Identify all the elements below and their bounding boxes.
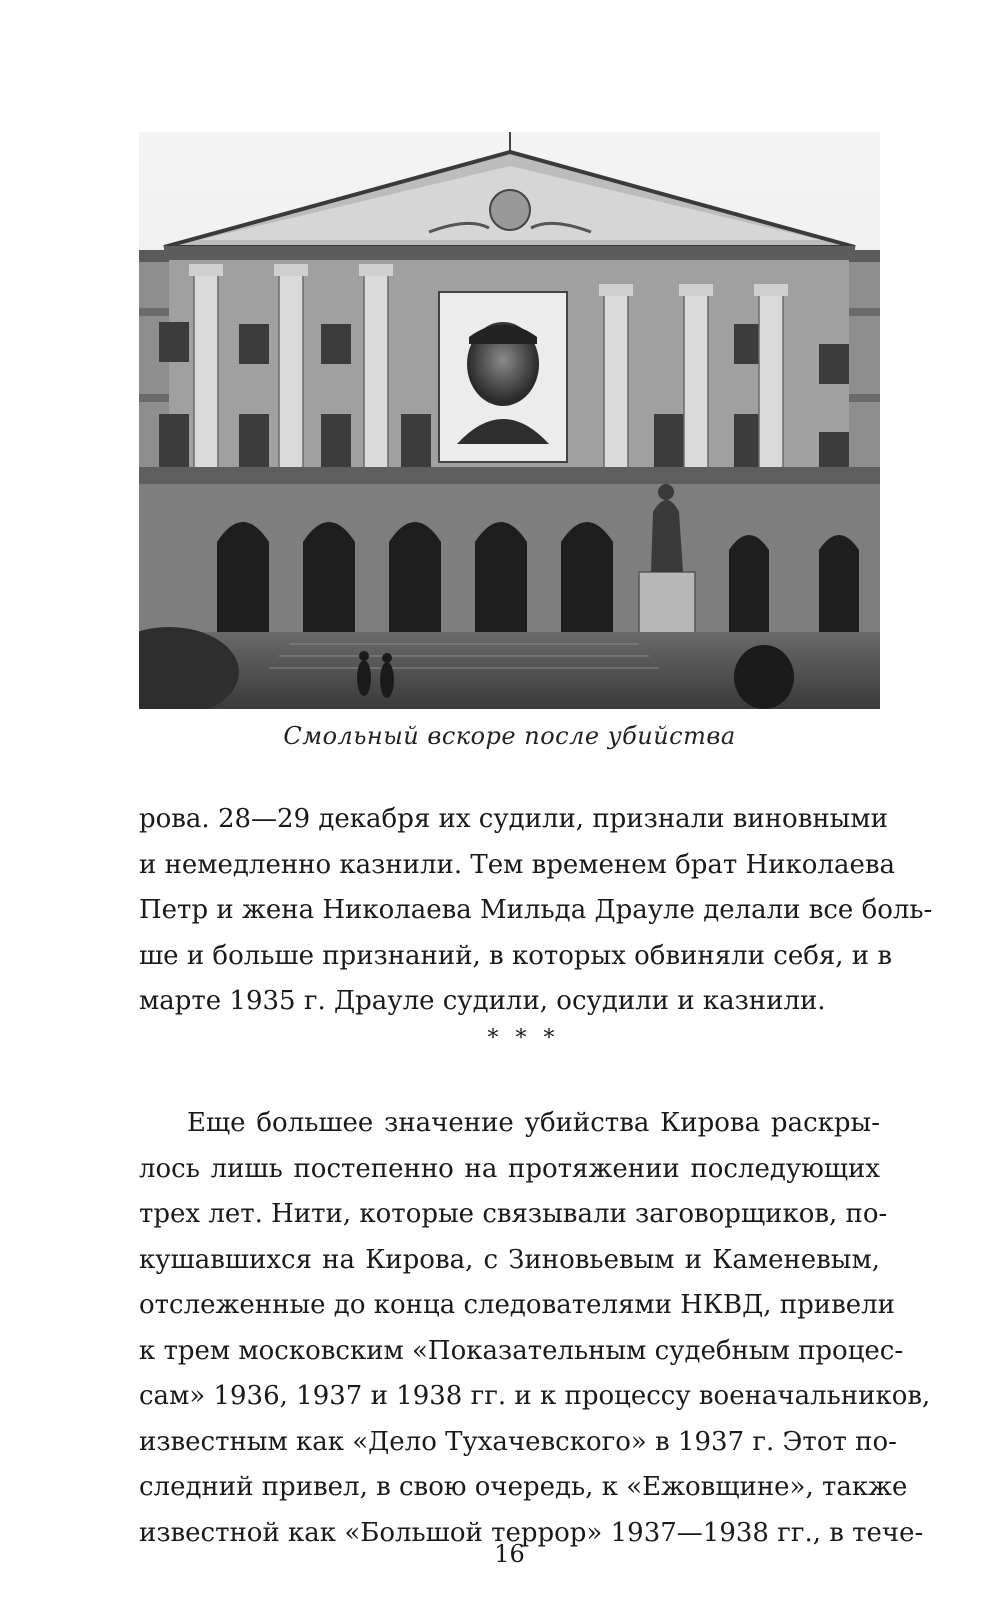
text-line: лось лишь постепенно на протяжении последующих [139,1153,880,1184]
text-line: и немедленно казнили. Тем временем брат Николаева [139,849,895,880]
smolny-photo [139,132,880,709]
text-line: известной как «Большой террор» 1937—1938 гг., в тече- [139,1517,924,1548]
page-number: 16 [494,1540,525,1568]
text-line: отслеженные до конца следователями НКВД, привели [139,1290,895,1320]
text-line: марте 1935 г. Драуле судили, осудили и казнили. [139,986,826,1016]
paragraph-2 [139,1101,931,1556]
text-line: трех лет. Нити, которые связывали заговорщиков, по- [139,1199,888,1229]
text-line: Еще большее значение убийства Кирова раскры- [187,1108,880,1138]
text-line: следний привел, в свою очередь, к «Ежовщине», также [139,1472,908,1502]
text-line: известным как «Дело Тухачевского» в 1937 г. Этот по- [139,1426,897,1457]
text-line: Петр и жена Николаева Мильда Драуле делали все боль- [139,895,933,925]
photo-caption: Смольный вскоре после убийства [283,722,736,750]
section-separator: * * * [487,1026,560,1051]
text-line: кушавшихся на Кирова, с Зиновьевым и Каменевым, [139,1244,880,1275]
text-line: рова. 28—29 декабря их судили, признали виновными [139,804,888,834]
text-line: сам» 1936, 1937 и 1938 гг. и к процессу военачальников, [139,1381,931,1411]
paragraph-1 [139,797,933,1025]
text-line: к трем московским «Показательным судебным процес- [139,1335,904,1366]
text-line: ше и больше признаний, в которых обвиняли себя, и в [139,940,893,971]
